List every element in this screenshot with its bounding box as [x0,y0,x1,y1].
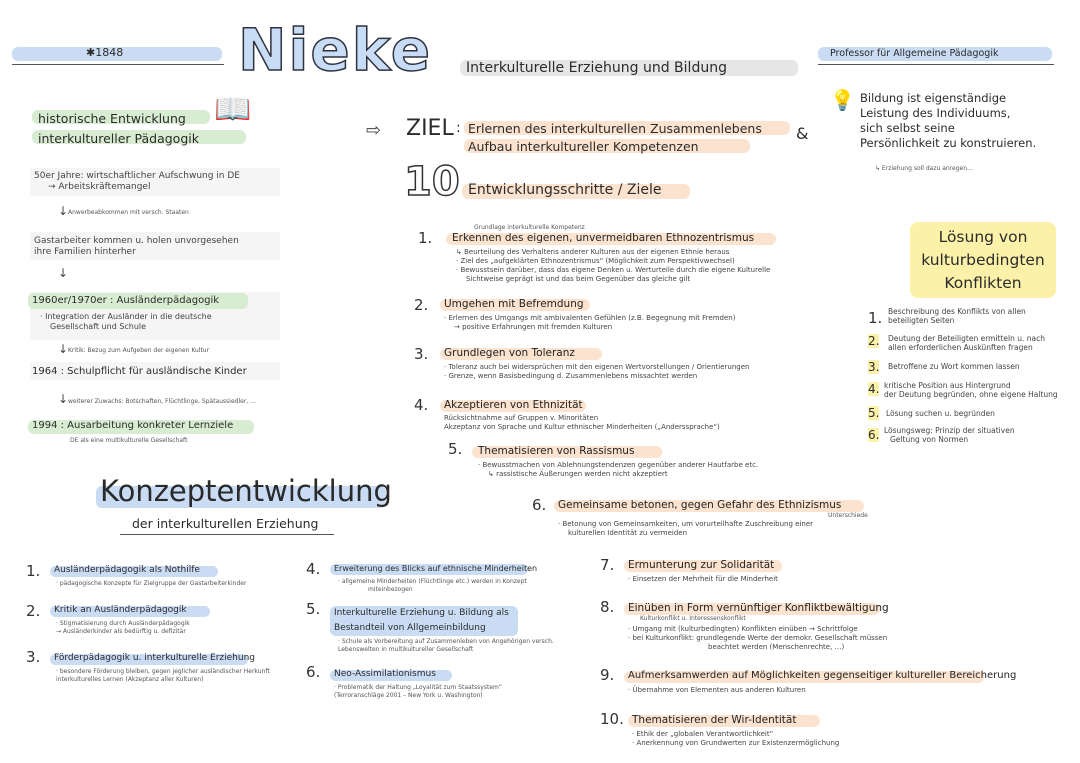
concept-subtitle: der interkulturellen Erziehung [132,516,319,531]
event-note: Anwerbeabkommen mit versch. Staaten [68,209,189,216]
step-8-title: Einüben in Form vernünftiger Konfliktbewältigung [628,602,889,614]
conflict-2-number: 2. [868,334,880,348]
step-text: · Bewusstmachen von Ablehnungstendenzen gegenüber anderer Hautfarbe etc. [478,461,759,469]
concept-5-body [338,638,554,654]
conflict-1-number: 1. [868,309,883,327]
step-1-number: 1. [418,229,433,247]
event-text: · Integration der Ausländer in die deutsche [40,312,212,321]
conflict-text: Geltung von Normen [890,435,969,444]
step-7-number: 7. [600,556,615,574]
concept-6-title: Neo-Assimilationismus [334,669,436,679]
conflict-title-line: Konflikten [944,274,1022,292]
concept-title-line: Interkulturelle Erziehung u. Bildung als [334,608,509,618]
step-1-body [456,248,770,284]
step-text: · Umgang mit (kulturbedingten) Konflikten einüben → Schrittfolge [628,625,858,633]
conflict-6 [884,426,1015,444]
steps-count: 10 [404,159,460,205]
step-6-tag: Unterschiede [828,512,868,519]
step-5-number: 5. [448,440,463,458]
page-subtitle: Interkulturelle Erziehung und Bildung [466,60,727,76]
concept-1-title: Ausländerpädagogik als Nothilfe [54,565,200,575]
event-2 [34,236,239,258]
event-note: weiterer Zuwachs: Botschaften, Flüchtlinge, Spätaussiedler, … [68,398,257,405]
arrow-down-icon: ↓ [58,342,69,356]
divider [12,64,224,65]
goal-text [468,120,762,156]
concept-3-number: 3. [26,648,41,666]
conflict-4 [884,381,1058,399]
step-2-title: Umgehen mit Befremdung [444,298,584,310]
step-6-title: Gemeinsame betonen, gegen Gefahr des Ethnizismus [558,499,842,511]
concept-1-body: · pädagogische Konzepte für Zielgruppe der Gastarbeiterkinder [56,580,247,587]
step-3-title: Grundlegen von Toleranz [444,347,575,359]
step-9-title: Aufmerksamwerden auf Möglichkeiten gegenseitiger kultureller Bereicherung [628,670,1017,681]
step-4-title: Akzeptieren von Ethnizität [444,399,583,411]
step-6-body [558,520,813,538]
event-3-sub [40,312,212,332]
step-5-title: Thematisieren von Rassismus [478,445,635,457]
step-10-title: Thematisieren der Wir-Identität [632,714,797,726]
arrow-down-icon: ↓ [58,266,69,280]
birth-year: ✱1848 [86,46,124,59]
step-text: · Ziel des „aufgeklärten Ethnozentrismus“ (Möglichkeit zum Perspektivwechsel) [456,257,735,265]
concept-2-number: 2. [26,602,41,620]
conflict-4-number: 4. [868,382,880,396]
step-8-tag: Kulturkonflikt u. Interessenskonflikt [640,615,746,622]
concept-2-title: Kritik an Ausländerpädagogik [54,605,187,615]
concept-text: · Stigmatisierung durch Ausländerpädagogik [56,620,190,627]
quote-note: ↳ Erziehung soll dazu anregen… [875,165,974,172]
conflict-3: Betroffene zu Wort kommen lassen [888,362,1020,371]
concept-text: · Schule als Vorbereitung auf Zusammenleben von Angehörigen versch. [338,638,554,645]
step-2-body [444,314,735,332]
ampersand: & [796,124,809,143]
step-text: ↳ Beurteilung des Verhaltens anderer Kulturen aus der eigenen Ethnie heraus [456,248,730,256]
history-title-line: interkultureller Pädagogik [38,131,199,146]
event-text: ihre Familien hinterher [34,247,136,257]
step-10-number: 10. [600,710,624,728]
concept-1-number: 1. [26,562,41,580]
step-text: ↳ rassistische Äußerungen werden nicht akzeptiert [488,470,668,478]
concept-text: · besondere Förderung bleiben, gegen jeglicher ausländischer Herkunft [56,668,270,675]
arrow-right-icon: ⇨ [366,120,382,141]
book-icon: 📖 [214,92,252,127]
conflict-text: Deutung der Beteiligten ermitteln u. nach [888,334,1046,343]
lightbulb-icon: 💡 [830,88,855,112]
step-3-body [444,363,749,381]
step-2-number: 2. [414,296,429,314]
step-text: kulturellen Identität zu vermeiden [568,529,688,537]
page-title: Nieke [238,16,433,84]
conflict-text: kritische Position aus Hintergrund [884,381,1011,390]
conflict-1 [888,307,1026,325]
conflict-title-line: kulturbedingten [921,251,1045,269]
step-4-body [444,414,720,432]
conflict-text: Beschreibung des Konflikts von allen [888,307,1026,316]
event-text: Gastarbeiter kommen u. holen unvorgesehen [34,236,239,246]
event-text: 50er Jahre: wirtschaftlicher Aufschwung in DE [34,171,240,181]
event-note: Kritik: Bezug zum Aufgeben der eigenen Kultur [68,347,210,354]
history-title [38,109,199,149]
divider [120,534,334,535]
step-9-body: · Übernahme von Elementen aus anderen Kulturen [628,686,806,694]
step-4-number: 4. [414,396,429,414]
goal-colon: : [456,120,461,136]
step-1-pre: Grundlage interkulturelle Kompetenz [474,224,585,231]
concept-5-number: 5. [306,600,321,618]
step-5-body [478,461,758,479]
conflict-text: der Deutung begründen, ohne eigene Haltung [884,390,1058,399]
concept-5-title [334,606,509,636]
step-8-body [628,625,887,652]
concept-text: interkulturelles Lernen (Akzeptanz aller Kulturen) [56,676,204,683]
concept-4-title: Erweiterung des Blicks auf ethnische Minderheiten [334,564,538,573]
conflict-6-number: 6. [868,428,880,442]
quote-text [860,91,1036,151]
divider [818,64,1054,65]
steps-title: Entwicklungsschritte / Ziele [468,182,662,198]
quote-line: Bildung ist eigenständige [860,91,1007,105]
conflict-3-number: 3. [868,360,880,374]
step-text: · bei Kulturkonflikt: grundlegende Werte der demokr. Gesellschaft müssen [628,634,888,642]
concept-text: (Terroranschläge 2001 – New York u. Washington) [334,692,483,699]
step-text: · Grenze, wenn Basisbedingung d. Zusammenlebens missachtet werden [444,372,698,380]
arrow-down-icon: ↓ [58,392,69,406]
conflict-text: allen erforderlichen Auskünften fragen [888,343,1033,352]
step-text: · Anerkennung von Grundwerten zur Existenzermöglichung [632,739,840,747]
concept-title-line: Bestandteil von Allgemeinbildung [334,623,486,633]
concept-4-body [338,578,527,594]
step-7-title: Ermunterung zur Solidarität [628,559,775,571]
concept-text: → Ausländerkinder als bedürftig u. defizitär [56,628,186,635]
history-title-line: historische Entwicklung [38,111,186,126]
step-10-body [632,730,839,748]
step-6-number: 6. [532,496,547,514]
event-1 [34,171,240,193]
concept-4-number: 4. [306,560,321,578]
step-text: · Erlernen des Umgangs mit ambivalenten Gefühlen (z.B. Begegnung mit Fremden) [444,314,736,322]
step-text: · Ethik der „globalen Verantwortlichkeit“ [632,730,774,738]
conflict-2 [888,334,1045,352]
event-4: 1964 : Schulpflicht für ausländische Kinder [32,366,247,377]
concept-title: Konzeptentwicklung [100,474,392,508]
conflict-title-line: Lösung von [938,228,1028,246]
conflict-5: Lösung suchen u. begründen [886,409,995,418]
concept-3-body [56,668,270,684]
step-text: Akzeptanz von Sprache und Kultur ethnischer Minderheiten („Anderssprache“) [444,423,720,431]
conflict-text: beteiligten Seiten [888,316,955,325]
concept-text: · allgemeine Minderheiten (Flüchtlinge etc.) werden in Konzept [338,578,527,585]
step-1-title: Erkennen des eigenen, unvermeidbaren Ethnozentrismus [452,232,755,244]
step-text: beachtet werden (Menschenrechte, …) [708,643,845,651]
conflict-5-number: 5. [868,406,880,420]
quote-line: sich selbst seine [860,121,955,135]
event-text: Gesellschaft und Schule [50,322,147,331]
step-7-body: · Einsetzen der Mehrheit für die Minderheit [628,575,778,583]
arrow-down-icon: ↓ [58,204,69,218]
step-8-number: 8. [600,598,615,616]
step-text: Sichtweise geprägt ist und das beim Gegenüber das gleiche gilt [466,275,691,283]
concept-text: · Problematik der Haltung „Loyalität zum Staatssystem“ [334,684,502,691]
step-text: · Toleranz auch bei widersprüchen mit den eigenen Wertvorstellungen / Orientierungen [444,363,750,371]
concept-text: Lebenswelten in multikultureller Gesellschaft [338,646,474,653]
event-5: 1994 : Ausarbeitung konkreter Lernziele [32,420,234,431]
goal-line: Erlernen des interkulturellen Zusammenlebens [468,121,762,136]
quote-line: Leistung des Individuums, [860,106,1011,120]
step-9-number: 9. [600,666,615,684]
concept-text: miteinbezogen [368,586,413,593]
conflict-text: Lösungsweg: Prinzip der situativen [884,426,1015,435]
conflict-title [912,226,1054,295]
concept-2-body [56,620,190,636]
event-3: 1960er/1970er : Ausländerpädagogik [32,295,220,306]
goal-label: ZIEL [406,116,454,141]
goal-line: Aufbau interkultureller Kompetenzen [468,139,699,154]
quote-line: Persönlichkeit zu konstruieren. [860,136,1037,150]
event-5-sub: DE als eine multikulturelle Gesellschaft [70,437,188,444]
concept-3-title: Förderpädagogik u. interkulturelle Erziehung [54,653,255,663]
step-text: → positive Erfahrungen mit fremden Kulturen [454,323,613,331]
event-text: → Arbeitskräftemangel [48,182,151,192]
step-text: Rücksichtnahme auf Gruppen v. Minoritäten [444,414,599,422]
concept-6-number: 6. [306,663,321,681]
step-text: · Bewusstsein darüber, dass das eigene Denken u. Werturteile durch die eigene Kulturelle [456,266,771,274]
step-3-number: 3. [414,345,429,363]
step-text: · Betonung von Gemeinsamkeiten, um vorurteilhafte Zuschreibung einer [558,520,814,528]
role-label: Professor für Allgemeine Pädagogik [830,48,999,59]
concept-6-body [334,684,502,700]
